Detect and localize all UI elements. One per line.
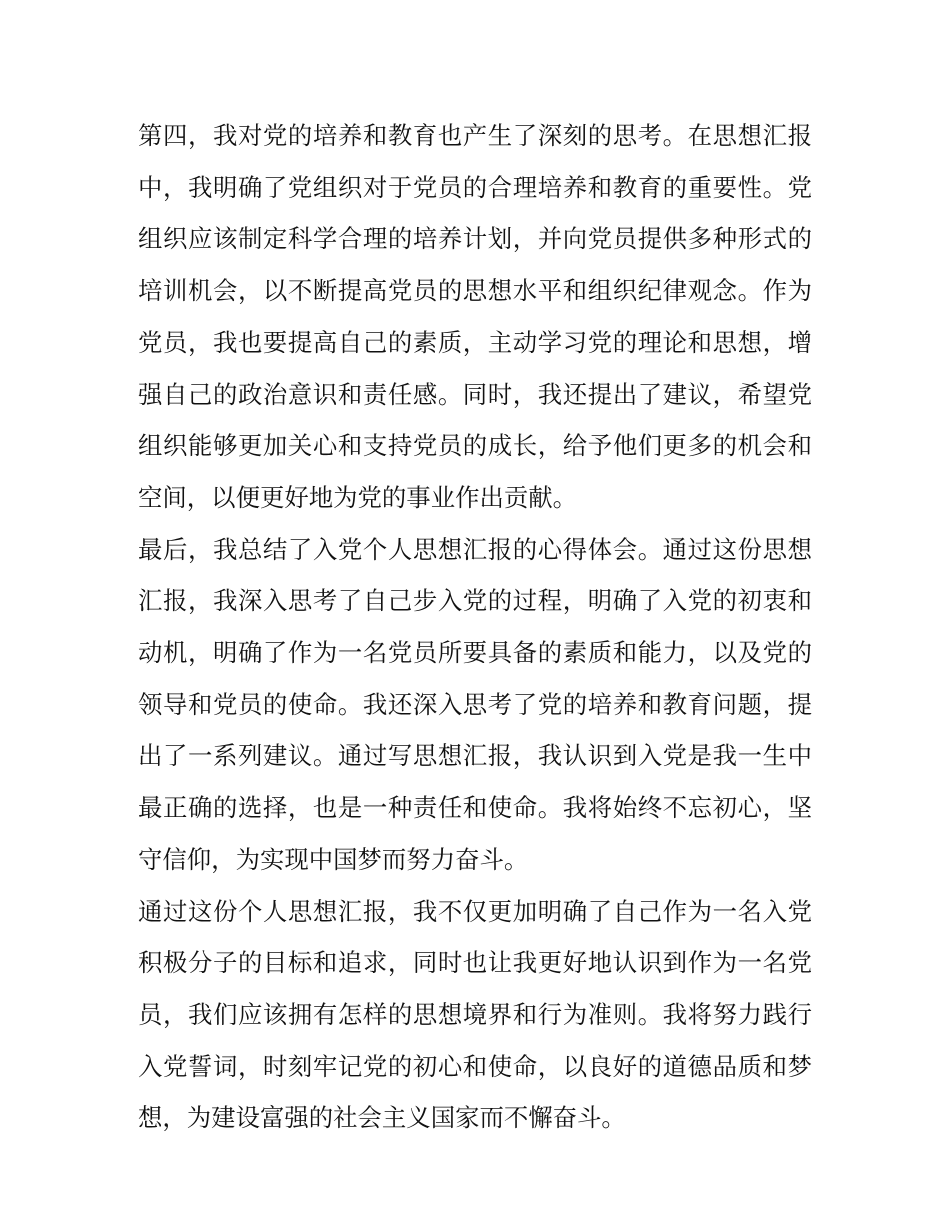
paragraph-fourth-point: 第四，我对党的培养和教育也产生了深刻的思考。在思想汇报中，我明确了党组织对于党员的合理培养和教育的重要性。党组织应该制定科学合理的培养计划，并向党员提供多种形式的培训机会，以不断提高党员的思想水平和组织纪律观念。作为党员，我也要提高自己的素质，主动学习党的理论和思想，增强自己的政治意识和责任感。同时，我还提出了建议，希望党组织能够更加关心和支持党员的成长，给予他们更多的机会和空间，以便更好地为党的事业作出贡献。 xyxy=(138,121,812,512)
document-body xyxy=(138,110,812,1144)
paragraph-closing: 通过这份个人思想汇报，我不仅更加明确了自己作为一名入党积极分子的目标和追求，同时也让我更好地认识到作为一名党员，我们应该拥有怎样的思想境界和行为准则。我将努力践行入党誓词，时刻牢记党的初心和使命，以良好的道德品质和梦想，为建设富强的社会主义国家而不懈奋斗。 xyxy=(138,896,812,1133)
paragraph-conclusion: 最后，我总结了入党个人思想汇报的心得体会。通过这份思想汇报，我深入思考了自己步入党的过程，明确了入党的初衷和动机，明确了作为一名党员所要具备的素质和能力，以及党的领导和党员的使命。我还深入思考了党的培养和教育问题，提出了一系列建议。通过写思想汇报，我认识到入党是我一生中最正确的选择，也是一种责任和使命。我将始终不忘初心，坚守信仰，为实现中国梦而努力奋斗。 xyxy=(138,534,812,874)
